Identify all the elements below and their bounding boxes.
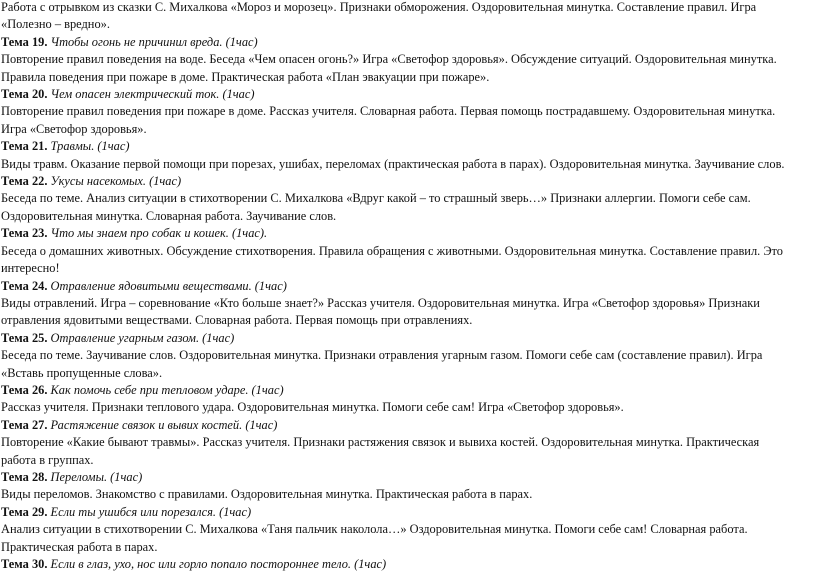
topic-number: Тема 23. [1,226,48,241]
topic-description [1,399,813,416]
text-line: «Вставь пропущенные слова». [1,365,163,380]
topic-heading [1,138,813,155]
topic-description [1,295,813,330]
text-line: Рассказ учителя. Признаки теплового удара. Оздоровительная минутка. Помоги себе сам! Игра «Светофор здоровья». [1,400,624,415]
text-line: Игра «Светофор здоровья». [1,121,147,136]
text-line: Повторение правил поведения при пожаре в доме. Рассказ учителя. Словарная работа. Первая помощь пострадавшему. Оздоровительная минутка. [1,104,776,119]
topic-title: Чтобы огонь не причинил вреда. (1час) [50,34,258,49]
text-line: Беседа по теме. Заучивание слов. Оздоровительная минутка. Признаки отравления угарным газом. Помоги себе сам (составление правил). Игра [1,348,763,363]
topic-description [1,434,813,469]
text-line: Беседа о домашних животных. Обсуждение стихотворения. Правила обращения с животными. Оздоровительная минутка. Составление правил. Это [1,243,783,258]
topic-heading [1,173,813,190]
text-line: Виды отравлений. Игра – соревнование «Кто больше знает?» Рассказ учителя. Оздоровительная минутка. Игра «Светофор здоровья» Признаки [1,295,760,310]
topic-title: Как помочь себе при тепловом ударе. (1час) [50,382,284,397]
topic-number: Тема 30. [1,557,48,571]
topic-heading [1,225,813,242]
topic-description [1,486,813,503]
text-line: Работа с отрывком из сказки С. Михалкова «Мороз и морозец». Признаки обморожения. Оздоровительная минутка. Составление правил. Игра [1,0,757,14]
topic-title: Что мы знаем про собак и кошек. (1час). [50,226,268,241]
topic-heading [1,382,813,399]
text-line: Повторение «Какие бывают травмы». Рассказ учителя. Признаки растяжения связок и вывиха костей. Оздоровительная минутка. Практическая [1,435,760,450]
topic-title: Переломы. (1час) [50,469,143,484]
topic-description [1,51,813,86]
topic-title: Отравление угарным газом. (1час) [50,330,235,345]
topic-description [1,347,813,382]
text-line: Правила поведения при пожаре в доме. Практическая работа «План эвакуации при пожаре». [1,69,490,84]
topic-description [1,103,813,138]
topic-number: Тема 25. [1,330,48,345]
text-line: Оздоровительная минутка. Словарная работа. Заучивание слов. [1,208,337,223]
topic-title: Чем опасен электрический ток. (1час) [50,87,255,102]
topic-number: Тема 26. [1,382,48,397]
text-line: интересно! [1,261,60,276]
topic-number: Тема 21. [1,139,48,154]
topic-description [1,0,813,34]
topic-number: Тема 19. [1,34,48,49]
topic-heading [1,86,813,103]
topic-number: Тема 20. [1,87,48,102]
topic-number: Тема 29. [1,504,48,519]
topic-number: Тема 27. [1,417,48,432]
topic-title: Растяжение связок и вывих костей. (1час) [50,417,278,432]
topic-description [1,243,813,278]
topic-heading [1,278,813,295]
topic-description [1,521,813,556]
topic-number: Тема 22. [1,174,48,189]
text-line: «Полезно – вредно». [1,17,110,32]
topic-title: Если в глаз, ухо, нос или горло попало постороннее тело. (1час) [50,557,387,571]
topic-title: Если ты ушибся или порезался. (1час) [50,504,252,519]
topic-heading [1,469,813,486]
topic-heading [1,504,813,521]
topic-title: Укусы насекомых. (1час) [50,174,182,189]
text-line: Виды переломов. Знакомство с правилами. Оздоровительная минутка. Практическая работа в парах. [1,487,533,502]
text-line: Беседа по теме. Анализ ситуации в стихотворении С. Михалкова «Вдруг какой – то страшный зверь…» Признаки аллергии. Помоги себе сам. [1,191,751,206]
text-line: Практическая работа в парах. [1,539,158,554]
topic-description [1,190,813,225]
document-page [1,0,813,573]
topic-heading [1,330,813,347]
topic-number: Тема 24. [1,278,48,293]
text-line: Анализ ситуации в стихотворении С. Михалкова «Таня пальчик наколола…» Оздоровительная минутка. Помоги себе сам! Словарная работа. [1,522,748,537]
topic-title: Травмы. (1час) [50,139,130,154]
topic-heading [1,34,813,51]
topic-number: Тема 28. [1,469,48,484]
topic-description [1,156,813,173]
text-line: Повторение правил поведения на воде. Беседа «Чем опасен огонь?» Игра «Светофор здоровья». Обсуждение ситуаций. Оздоровительная минутка. [1,52,777,67]
topic-heading [1,556,813,573]
text-line: отравления ядовитыми веществами. Словарная работа. Первая помощь при отравлениях. [1,313,473,328]
topic-heading [1,417,813,434]
text-line: работа в группах. [1,452,94,467]
text-line: Виды травм. Оказание первой помощи при порезах, ушибах, переломах (практическая работа в парах). Оздоровительная минутка. Заучивание слов. [1,156,785,171]
topic-title: Отравление ядовитыми веществами. (1час) [50,278,287,293]
